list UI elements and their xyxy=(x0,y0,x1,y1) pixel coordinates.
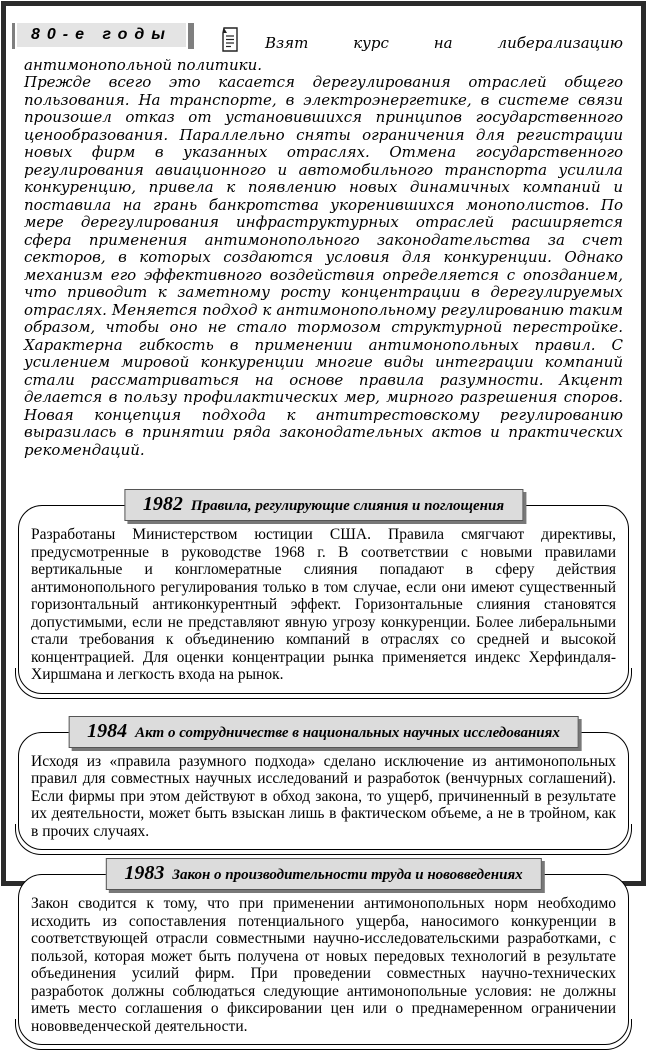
card-body-text: Закон сводится к тому, что при применении антимонопольных норм необходимо исходить из сопоставления потенциального ущерба, наносимого конкуренции в соответствующей отрасли совместными научно-исследовательскими разработками, с пользой, которая может быть получена от новых передовых технологий в результате объединения усилий фирм. При проведении совместных научно-технических разработок должны соблюдаться следующие антимонопольные условия: не должны иметь место соглашения о фиксировании цен или о преднамеренном ограничении нововведенческой деятельности. xyxy=(31,895,616,1035)
timeline-section-1982 xyxy=(18,493,629,694)
card-header-year: 1984 xyxy=(87,719,128,742)
card-header-title: Правила, регулирующие слияния и поглощения xyxy=(190,498,505,514)
intro-paragraph xyxy=(18,25,629,459)
card-header-1983 xyxy=(105,858,541,890)
card-header-year: 1983 xyxy=(124,862,165,884)
timeline-card-1984 xyxy=(18,732,629,851)
card-header-1982 xyxy=(124,489,523,521)
document-icon xyxy=(220,27,239,57)
timeline-card-1983 xyxy=(18,874,629,1045)
timeline-card-1982 xyxy=(18,505,629,694)
card-header-title: Акт о сотрудничестве в национальных научных исследованиях xyxy=(135,724,560,741)
era-label: 80-е годы xyxy=(15,21,188,49)
card-header-title: Закон о производительности труда и нововведениях xyxy=(172,867,523,883)
page-frame xyxy=(1,1,646,1035)
intro-lead-sentence: Взят курс на либерализацию антимонопольной политики. xyxy=(24,34,623,74)
card-header-1984 xyxy=(68,716,579,748)
card-body-text: Исходя из «правила разумного подхода» сделано исключение из антимонопольных правил для совместных научных исследований и разработок (венчурных соглашений). Если фирмы при этом действуют в обход закона, то ущерб, причиненный в результате их деятельности, может быть взыскан лишь в фактическом объеме, а не в тройном, как в прочих случаях. xyxy=(31,752,616,840)
timeline-section-1984 xyxy=(18,719,629,851)
era-label-box xyxy=(12,23,194,49)
intro-body-text: Прежде всего это касается дерегулирования отраслей общего пользования. На транспорте, в электроэнергетике, в системе связи произошел отказ от установившихся принципов государственного ценообразования. Параллельно сняты ограничения для регистрации новых фирм в указанных отраслях. Отмена государственного регулирования авиационного и автомобильного транспорта усилила конкуренцию, привела к появлению новых динамичных компаний и поставила на грань банкротства укоренившихся монополистов. По мере дерегулирования инфраструктурных отраслей расширяется сфера применения антимонопольного законодательства за счет секторов, в которых создаются условия для конкуренции. Однако механизм его эффективного воздействия определяется с опозданием, что приводит к заметному росту концентрации в дерегулируемых отраслях. Меняется подход к антимонопольному регулированию таким образом, чтобы оно не стало тормозом структурной перестройке. Характерна гибкость в применении антимонопольных правил. С усилением мировой конкуренции многие виды интеграции компаний стали рассматриваться на основе правила разумности. Акцент делается в пользу профилактических мер, мирного разрешения споров. Новая концепция подхода к антитрестовскому регулированию выразилась в принятии ряда законодательных актов и практических рекомендаций. xyxy=(24,73,623,459)
card-body-text: Разработаны Министерством юстиции США. Правила смягчают директивы, предусмотренные в руководстве 1968 г. В соответствии с новыми правилами вертикальные и конгломератные слияния попадают в сферу действия антимонопольного регулирования только в том случае, если они имеют существенный горизонтальный антиконкурентный эффект. Горизонтальные слияния становятся допустимыми, если не представляют явную угрозу конкуренции. Более либеральными стали требования к объединению компаний в отраслях со средней и высокой концентрацией. Для оценки концентрации рынка применяется индекс Херфиндаля-Хиршмана и легкость входа на рынок. xyxy=(31,526,616,683)
timeline-section-1983 xyxy=(18,862,629,1045)
card-header-year: 1982 xyxy=(142,493,183,515)
